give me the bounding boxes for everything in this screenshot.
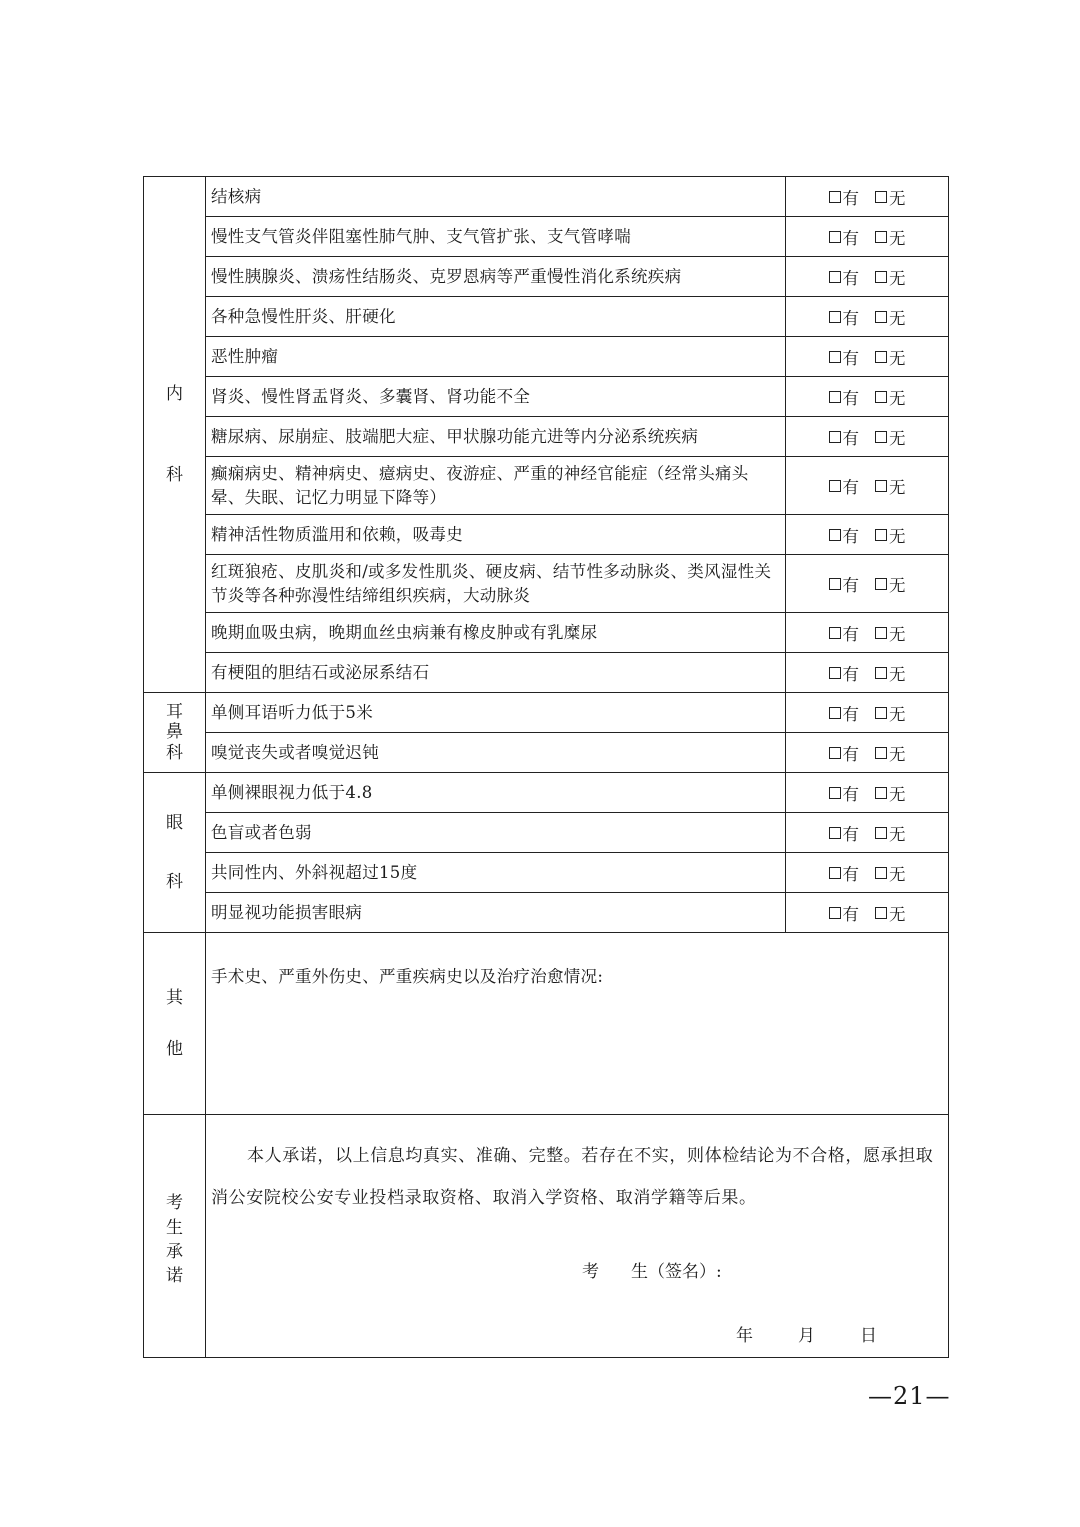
yes-label: 有 — [842, 308, 859, 328]
yes-label: 有 — [842, 784, 859, 804]
yes-no-options — [786, 177, 949, 217]
date-year: 年 — [736, 1326, 753, 1346]
checkbox-square-icon[interactable] — [829, 707, 841, 719]
other-label-char: 其 — [166, 988, 183, 1009]
no-checkbox[interactable] — [875, 225, 906, 249]
condition-row — [144, 773, 949, 813]
page-number: —21— — [868, 1382, 951, 1410]
checkbox-square-icon[interactable] — [875, 431, 887, 443]
condition-label: 有梗阻的胆结石或泌尿系结石 — [206, 653, 786, 693]
yes-checkbox[interactable] — [829, 185, 860, 209]
no-checkbox[interactable] — [875, 741, 906, 765]
checkbox-square-icon[interactable] — [829, 787, 841, 799]
no-label: 无 — [889, 864, 906, 884]
yes-checkbox[interactable] — [829, 661, 860, 685]
yes-label: 有 — [842, 704, 859, 724]
date-day: 日 — [860, 1326, 877, 1346]
no-checkbox[interactable] — [875, 523, 906, 547]
yes-label: 有 — [842, 904, 859, 924]
yes-no-options — [786, 515, 949, 555]
checkbox-square-icon[interactable] — [875, 480, 887, 492]
yes-label: 有 — [842, 348, 859, 368]
condition-row — [144, 177, 949, 217]
yes-no-options — [786, 297, 949, 337]
yes-label: 有 — [842, 824, 859, 844]
checkbox-square-icon[interactable] — [829, 480, 841, 492]
yes-no-options — [786, 893, 949, 933]
no-label: 无 — [889, 428, 906, 448]
other-label-cell — [144, 933, 206, 1115]
department-label-cell — [144, 693, 206, 773]
department-label-char: 耳 — [166, 701, 183, 722]
no-checkbox[interactable] — [875, 781, 906, 805]
no-label: 无 — [889, 388, 906, 408]
checkbox-square-icon[interactable] — [875, 578, 887, 590]
checkbox-square-icon[interactable] — [829, 231, 841, 243]
condition-label: 糖尿病、尿崩症、肢端肥大症、甲状腺功能亢进等内分泌系统疾病 — [206, 417, 786, 457]
no-label: 无 — [889, 744, 906, 764]
checkbox-square-icon[interactable] — [829, 191, 841, 203]
yes-label: 有 — [842, 428, 859, 448]
no-checkbox[interactable] — [875, 821, 906, 845]
condition-label: 色盲或者色弱 — [206, 813, 786, 853]
yes-no-options — [786, 853, 949, 893]
condition-label: 单侧耳语听力低于5米 — [206, 693, 786, 733]
checkbox-square-icon[interactable] — [829, 529, 841, 541]
condition-row — [144, 217, 949, 257]
promise-row — [144, 1115, 949, 1358]
checkbox-square-icon[interactable] — [829, 431, 841, 443]
no-checkbox[interactable] — [875, 621, 906, 645]
condition-label: 慢性胰腺炎、溃疡性结肠炎、克罗恩病等严重慢性消化系统疾病 — [206, 257, 786, 297]
other-label-char: 他 — [166, 1038, 183, 1059]
yes-no-options — [786, 555, 949, 613]
yes-checkbox[interactable] — [829, 741, 860, 765]
checkbox-square-icon[interactable] — [829, 578, 841, 590]
condition-row — [144, 515, 949, 555]
no-label: 无 — [889, 575, 906, 595]
checkbox-square-icon[interactable] — [875, 311, 887, 323]
condition-row — [144, 653, 949, 693]
checkbox-square-icon[interactable] — [875, 191, 887, 203]
other-row — [144, 933, 949, 1115]
yes-checkbox[interactable] — [829, 474, 860, 498]
promise-label-char: 考 — [166, 1193, 183, 1214]
condition-row — [144, 377, 949, 417]
yes-label: 有 — [842, 188, 859, 208]
yes-label: 有 — [842, 526, 859, 546]
yes-checkbox[interactable] — [829, 901, 860, 925]
no-label: 无 — [889, 784, 906, 804]
department-label-cell — [144, 177, 206, 693]
checkbox-square-icon[interactable] — [829, 867, 841, 879]
checkbox-square-icon[interactable] — [829, 747, 841, 759]
condition-label: 肾炎、慢性肾盂肾炎、多囊肾、肾功能不全 — [206, 377, 786, 417]
department-label-char: 眼 — [166, 813, 183, 834]
yes-no-options — [786, 733, 949, 773]
checkbox-square-icon[interactable] — [829, 827, 841, 839]
checkbox-square-icon[interactable] — [829, 311, 841, 323]
promise-label-char: 诺 — [166, 1266, 183, 1287]
other-text-cell[interactable] — [206, 933, 949, 1115]
checkbox-square-icon[interactable] — [875, 827, 887, 839]
checkbox-square-icon[interactable] — [829, 907, 841, 919]
no-checkbox[interactable] — [875, 474, 906, 498]
checkbox-square-icon[interactable] — [875, 747, 887, 759]
yes-checkbox[interactable] — [829, 572, 860, 596]
yes-checkbox[interactable] — [829, 225, 860, 249]
no-checkbox[interactable] — [875, 861, 906, 885]
condition-row — [144, 297, 949, 337]
department-label-char: 科 — [166, 742, 183, 763]
condition-label: 恶性肿瘤 — [206, 337, 786, 377]
yes-checkbox[interactable] — [829, 425, 860, 449]
yes-no-options — [786, 457, 949, 515]
condition-row — [144, 813, 949, 853]
yes-checkbox[interactable] — [829, 265, 860, 289]
yes-checkbox[interactable] — [829, 821, 860, 845]
checkbox-square-icon[interactable] — [875, 707, 887, 719]
condition-row — [144, 893, 949, 933]
condition-label: 精神活性物质滥用和依赖，吸毒史 — [206, 515, 786, 555]
checkbox-square-icon[interactable] — [875, 907, 887, 919]
signature-label-1: 考 — [582, 1262, 599, 1282]
condition-row — [144, 337, 949, 377]
no-label: 无 — [889, 526, 906, 546]
checkbox-square-icon[interactable] — [875, 351, 887, 363]
no-label: 无 — [889, 228, 906, 248]
signature-line[interactable] — [582, 1257, 722, 1282]
yes-label: 有 — [842, 575, 859, 595]
condition-label: 单侧裸眼视力低于4.8 — [206, 773, 786, 813]
checkbox-square-icon[interactable] — [875, 787, 887, 799]
yes-checkbox[interactable] — [829, 523, 860, 547]
condition-row — [144, 257, 949, 297]
yes-no-options — [786, 693, 949, 733]
no-checkbox[interactable] — [875, 701, 906, 725]
condition-label: 慢性支气管炎伴阻塞性肺气肿、支气管扩张、支气管哮喘 — [206, 217, 786, 257]
condition-row — [144, 853, 949, 893]
condition-label: 结核病 — [206, 177, 786, 217]
yes-label: 有 — [842, 388, 859, 408]
yes-no-options — [786, 337, 949, 377]
yes-label: 有 — [842, 664, 859, 684]
yes-no-options — [786, 813, 949, 853]
condition-label: 共同性内、外斜视超过15度 — [206, 853, 786, 893]
checkbox-square-icon[interactable] — [875, 867, 887, 879]
checkbox-square-icon[interactable] — [829, 271, 841, 283]
no-label: 无 — [889, 348, 906, 368]
promise-label-char: 承 — [166, 1242, 183, 1262]
no-label: 无 — [889, 308, 906, 328]
no-label: 无 — [889, 824, 906, 844]
yes-label: 有 — [842, 624, 859, 644]
yes-no-options — [786, 653, 949, 693]
no-label: 无 — [889, 624, 906, 644]
no-checkbox[interactable] — [875, 345, 906, 369]
no-label: 无 — [889, 188, 906, 208]
yes-label: 有 — [842, 477, 859, 497]
no-label: 无 — [889, 664, 906, 684]
no-label: 无 — [889, 904, 906, 924]
department-label-char: 内 — [166, 384, 183, 405]
department-label-char: 科 — [166, 464, 183, 485]
checkbox-square-icon[interactable] — [875, 271, 887, 283]
date-month: 月 — [798, 1326, 815, 1346]
condition-label: 晚期血吸虫病，晚期血丝虫病兼有橡皮肿或有乳糜尿 — [206, 613, 786, 653]
promise-label-char: 生 — [166, 1217, 183, 1238]
department-label-char: 鼻 — [166, 722, 183, 743]
yes-checkbox[interactable] — [829, 621, 860, 645]
checkbox-square-icon[interactable] — [829, 667, 841, 679]
no-checkbox[interactable] — [875, 305, 906, 329]
checkbox-square-icon[interactable] — [875, 231, 887, 243]
yes-no-options — [786, 773, 949, 813]
yes-checkbox[interactable] — [829, 861, 860, 885]
table-body — [144, 177, 949, 1358]
checkbox-square-icon[interactable] — [875, 529, 887, 541]
yes-label: 有 — [842, 744, 859, 764]
health-declaration-table — [143, 176, 949, 1358]
no-label: 无 — [889, 477, 906, 497]
condition-row — [144, 457, 949, 515]
yes-label: 有 — [842, 228, 859, 248]
condition-label: 各种急慢性肝炎、肝硬化 — [206, 297, 786, 337]
yes-label: 有 — [842, 864, 859, 884]
yes-no-options — [786, 217, 949, 257]
other-prompt: 手术史、严重外伤史、严重疾病史以及治疗治愈情况: — [211, 967, 604, 986]
checkbox-square-icon[interactable] — [875, 391, 887, 403]
yes-label: 有 — [842, 268, 859, 288]
no-label: 无 — [889, 268, 906, 288]
no-checkbox[interactable] — [875, 901, 906, 925]
checkbox-square-icon[interactable] — [829, 627, 841, 639]
no-checkbox[interactable] — [875, 185, 906, 209]
checkbox-square-icon[interactable] — [875, 627, 887, 639]
yes-no-options — [786, 257, 949, 297]
checkbox-square-icon[interactable] — [829, 351, 841, 363]
condition-label: 红斑狼疮、皮肌炎和/或多发性肌炎、硬皮病、结节性多动脉炎、类风湿性关节炎等各种弥漫性结缔组织疾病，大动脉炎 — [206, 555, 786, 613]
no-checkbox[interactable] — [875, 661, 906, 685]
condition-row — [144, 613, 949, 653]
yes-no-options — [786, 613, 949, 653]
yes-checkbox[interactable] — [829, 781, 860, 805]
yes-checkbox[interactable] — [829, 385, 860, 409]
no-checkbox[interactable] — [875, 265, 906, 289]
department-label-cell — [144, 773, 206, 933]
condition-label: 嗅觉丧失或者嗅觉迟钝 — [206, 733, 786, 773]
condition-label: 明显视功能损害眼病 — [206, 893, 786, 933]
no-checkbox[interactable] — [875, 572, 906, 596]
yes-checkbox[interactable] — [829, 701, 860, 725]
yes-checkbox[interactable] — [829, 305, 860, 329]
yes-no-options — [786, 417, 949, 457]
yes-no-options — [786, 377, 949, 417]
condition-label: 癫痫病史、精神病史、癔病史、夜游症、严重的神经官能症（经常头痛头晕、失眠、记忆力明显下降等） — [206, 457, 786, 515]
no-checkbox[interactable] — [875, 425, 906, 449]
promise-label-cell — [144, 1115, 206, 1358]
no-checkbox[interactable] — [875, 385, 906, 409]
promise-statement: 本人承诺，以上信息均真实、准确、完整。若存在不实，则体检结论为不合格，愿承担取消公安院校公安专业投档录取资格、取消入学资格、取消学籍等后果。 — [211, 1146, 934, 1208]
checkbox-square-icon[interactable] — [829, 391, 841, 403]
condition-row — [144, 733, 949, 773]
yes-checkbox[interactable] — [829, 345, 860, 369]
signature-label-2: 生（签名）: — [631, 1262, 722, 1282]
condition-row — [144, 417, 949, 457]
condition-row — [144, 555, 949, 613]
promise-cell — [206, 1115, 949, 1358]
no-label: 无 — [889, 704, 906, 724]
department-label-char: 科 — [166, 871, 183, 892]
condition-row — [144, 693, 949, 733]
date-line[interactable] — [736, 1321, 922, 1346]
checkbox-square-icon[interactable] — [875, 667, 887, 679]
